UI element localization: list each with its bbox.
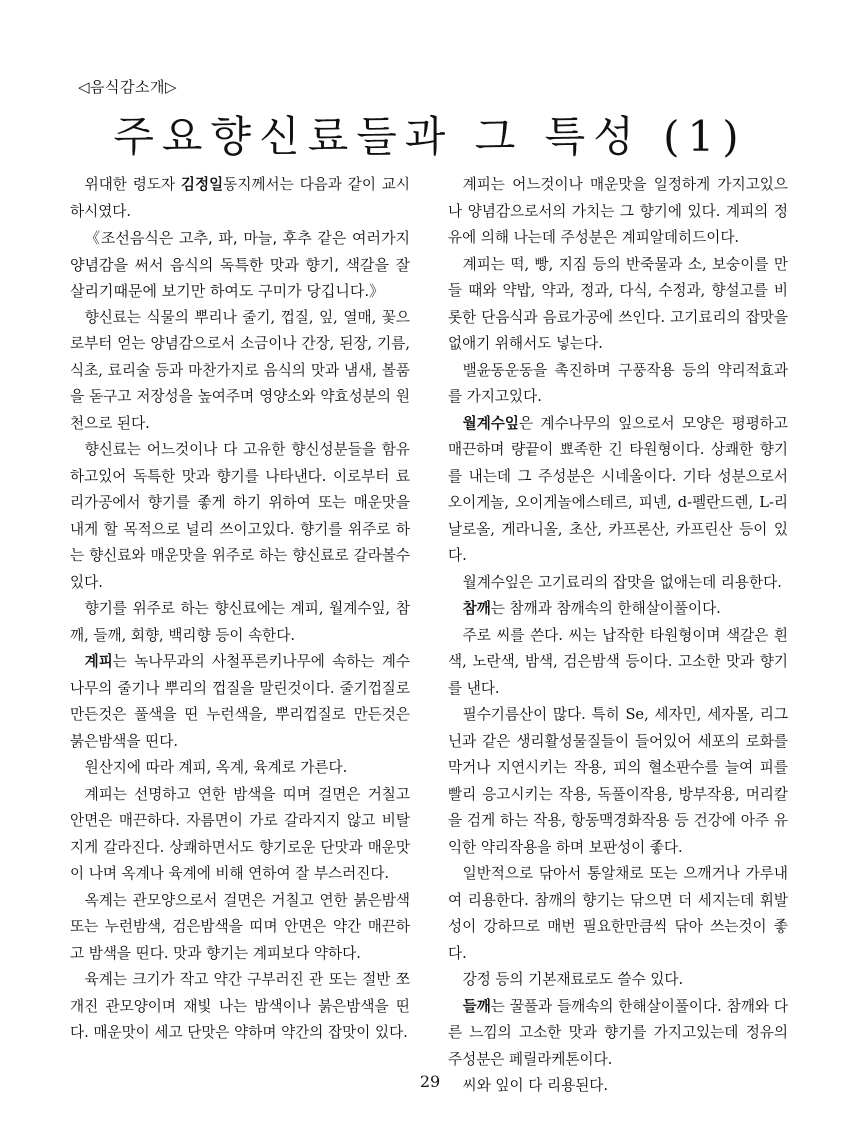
paragraph [70, 649, 410, 755]
term-heading: 참깨 [462, 600, 491, 617]
left-column [70, 172, 410, 1047]
page-number: 29 [419, 1072, 441, 1091]
paragraph: 향기를 위주로 하는 향신료에는 계피, 월계수잎, 참깨, 들깨, 회향, 백리향 등이 속한다. [70, 600, 410, 644]
quote-paragraph: 《조선음식은 고추, 파, 마늘, 후추 같은 여러가지 양념감을 써서 음식의 독특한 맛과 향기, 색갈을 잘 살리기때문에 보기만 하여도 구미가 당깁니다.》 [70, 229, 410, 300]
paragraph: 육계는 크기가 작고 약간 구부러진 관 또는 절반 쪼개진 관모양이며 재빛 나는 밤색이나 붉은밤색을 띤다. 매운맛이 세고 단맛은 약하며 약간의 잡맛이 있다. [70, 971, 410, 1041]
term-heading: 들깨 [462, 997, 491, 1015]
paragraph: 향신료는 어느것이나 다 고유한 향신성분들을 함유하고있어 독특한 맛과 향기를 나타낸다. 이로부터 료리가공에서 향기를 좋게 하기 위하여 또는 매운맛을 내게 할 목적으로 널리 쓰이고있다. 향기를 위주로 하는 향신료와 매운맛을 위주로 하는 향신료로 갈라볼수 있다. [70, 441, 410, 591]
paragraph: 계피는 떡, 빵, 지짐 등의 반죽물과 소, 보숭이를 만들 때와 약밥, 약과, 정과, 다식, 수정과, 향설고를 비롯한 단음식과 음료가공에 쓰인다. 고기료리의 잡맛을 없애기 위해서도 넣는다. [448, 255, 788, 352]
right-column [448, 172, 788, 1100]
term-heading: 계피 [84, 653, 113, 670]
paragraph: 월계수잎은 고기료리의 잡맛을 없애는데 리용한다. [462, 573, 782, 591]
paragraph: 계피는 선명하고 연한 밤색을 띠며 걸면은 거칠고 안면은 매끈하다. 자름면이 가로 갈라지지 않고 비탈지게 갈라진다. 상쾌하면서도 향기로운 단맛과 매운맛이 나며 옥계나 육계에 비해 연하여 잘 부스러진다. [70, 785, 410, 882]
paragraph [448, 596, 788, 623]
paragraph: 원산지에 따라 계피, 옥계, 육계로 가른다. [84, 759, 348, 776]
paragraph: 씨와 잎이 다 리용된다. [462, 1077, 609, 1094]
paragraph: 밸윤동운동을 촉진하며 구풍작용 등의 약리적효과를 가지고있다. [448, 361, 788, 405]
term-heading: 월계수잎 [462, 414, 519, 432]
paragraph: 옥계는 관모양으로서 걸면은 거칠고 연한 붉은밤색 또는 누런밤색, 검은밤색을 띠며 안면은 약간 매끈하고 밤색을 띤다. 맛과 향기는 계피보다 약하다. [70, 891, 410, 962]
paragraph: 강정 등의 기본재료로도 쓸수 있다. [462, 971, 684, 988]
paragraph [70, 172, 410, 225]
paragraph [448, 994, 788, 1074]
paragraph-text: 은 계수나무의 잎으로서 모양은 평평하고 매끈하며 량끝이 뾰족한 긴 타원형이다. 상쾌한 향기를 내는데 그 주성분은 시네올이다. 기타 성분으로서 오이게놀, 오이게놀에스테르, 피넨, d-펠란드렌, L-리날로올, 게라니올, 초산, 카프론산, 카프린산 등이 있다. [448, 414, 788, 564]
paragraph-text: 는 꿀풀과 들깨속의 한해살이풀이다. 참깨와 다른 느낌의 고소한 맛과 향기를 가지고있는데 정유의 주성분은 페릴라케톤이다. [448, 997, 788, 1068]
paragraph: 계피는 어느것이나 매운맛을 일정하게 가지고있으나 양념감으로서의 가치는 그 향기에 있다. 계피의 정유에 의해 나는데 주성분은 계피알데히드이다. [448, 176, 788, 246]
paragraph-text: 동지께서는 다음과 같이 교시하시였다. [70, 176, 410, 220]
paragraph: 주로 씨를 쓴다. 씨는 납작한 타원형이며 색갈은 흰색, 노란색, 밤색, 검은밤색 등이다. 고소한 맛과 향기를 낸다. [448, 626, 788, 697]
paragraph-text: 는 참깨과 참깨속의 한해살이풀이다. [490, 600, 721, 617]
paragraph: 향신료는 식물의 뿌리나 줄기, 껍질, 잎, 열매, 꽃으로부터 얻는 양념감으로서 소금이나 간장, 된장, 기름, 식초, 료리술 등과 마찬가지로 음식의 맛과 냄새, 볼품을 돋구고 저장성을 높여주며 영양소와 약효성분의 원천으로 된다. [70, 308, 410, 432]
paragraph: 일반적으로 닦아서 통알채로 또는 으깨거나 가루내여 리용한다. 참깨의 향기는 닦으면 더 세지는데 휘발성이 강하므로 매번 필요한만큼씩 닦아 쓰는것이 좋다. [448, 865, 788, 962]
paragraph: 필수기름산이 많다. 특히 Se, 세자민, 세자몰, 리그닌과 같은 생리활성물질들이 들어있어 세포의 로화를 막거나 지연시키는 작용, 피의 혈소판수를 늘여 피를 빨리 응고시키는 작용, 독풀이작용, 방부작용, 머리칼을 검게 하는 작용, 항동맥경화작용 등 건강에 아주 유익한 약리작용을 하며 보판성이 좋다. [448, 706, 788, 856]
leader-name: 김정일 [180, 176, 224, 193]
section-tag: ◁음식감소개▷ [78, 78, 178, 96]
paragraph [448, 411, 788, 570]
page-title: 주요향신료들과 그 특성 (1) [113, 112, 747, 161]
paragraph-text: 는 녹나무과의 사철푸른키나무에 속하는 계수나무의 줄기나 뿌리의 껍질을 말린것이다. 줄기껍질로 만든것은 풀색을 띤 누런색을, 뿌리껍질로 만든것은 붉은밤색을 띤다. [70, 653, 410, 750]
paragraph-text: 위대한 령도자 [84, 176, 181, 193]
